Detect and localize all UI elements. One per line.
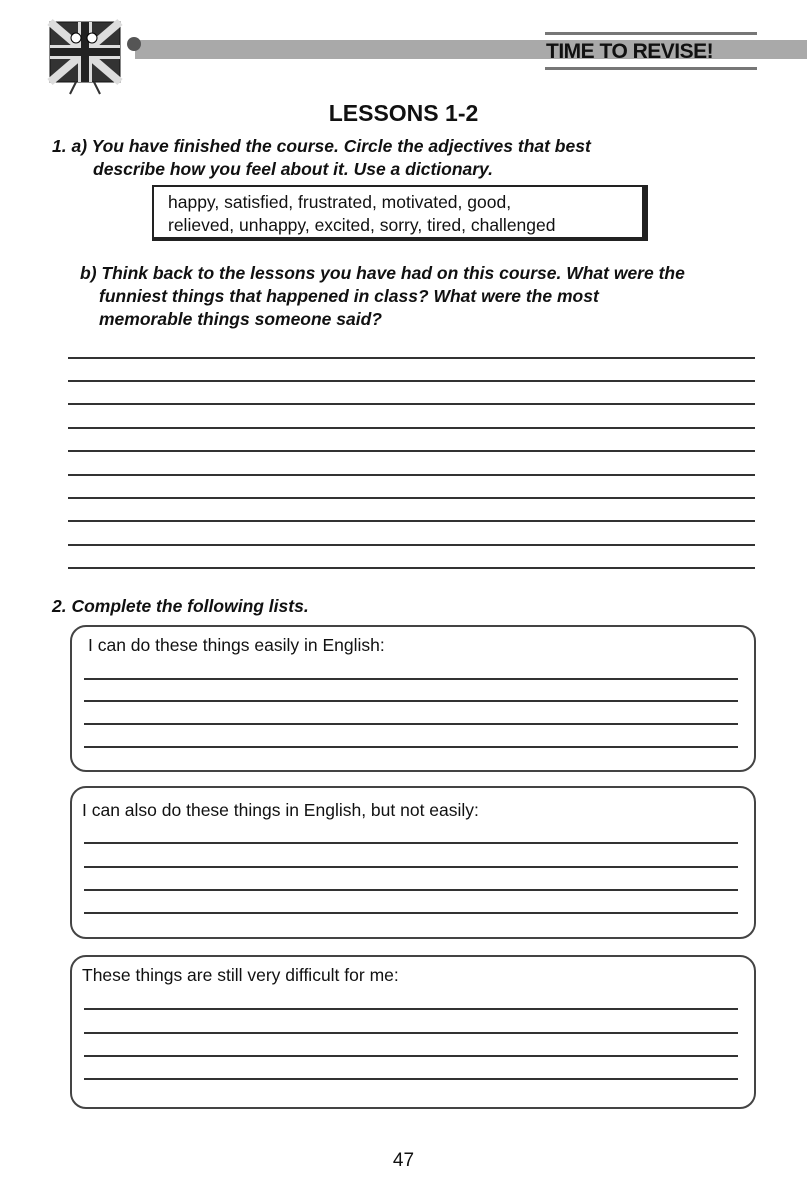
list-answer-line[interactable] [84,1078,738,1080]
header-rule-bottom [545,67,757,70]
list-box-not-easy-label: I can also do these things in English, but not easily: [82,800,479,820]
answer-line[interactable] [68,450,755,452]
answer-line[interactable] [68,474,755,476]
answer-line[interactable] [68,357,755,359]
q1b-line1: b) Think back to the lessons you have had on this course. What were the [80,263,685,283]
answer-line[interactable] [68,567,755,569]
list-answer-line[interactable] [84,1055,738,1057]
q1a-line1: 1. a) You have finished the course. Circle the adjectives that best [52,136,591,156]
list-answer-line[interactable] [84,866,738,868]
q1b-line3: memorable things someone said? [99,309,382,329]
answer-line[interactable] [68,380,755,382]
q1a-line2: describe how you feel about it. Use a dictionary. [93,159,493,179]
q2-heading: 2. Complete the following lists. [52,596,309,616]
list-answer-line[interactable] [84,700,738,702]
page-title: LESSONS 1-2 [328,100,479,126]
list-answer-line[interactable] [84,912,738,914]
list-answer-line[interactable] [84,1008,738,1010]
list-answer-line[interactable] [84,723,738,725]
list-answer-line[interactable] [84,842,738,844]
adjectives-line2: relieved, unhappy, excited, sorry, tired, challenged [168,215,556,235]
header-rule-top [545,32,757,35]
list-box-easy-label: I can do these things easily in English: [88,635,385,655]
adjectives-line1: happy, satisfied, frustrated, motivated, good, [168,192,512,212]
section-banner: TIME TO REVISE! [546,40,714,63]
q1b-line2: funniest things that happened in class? What were the most [99,286,599,306]
list-answer-line[interactable] [84,889,738,891]
list-answer-line[interactable] [84,678,738,680]
answer-line[interactable] [68,427,755,429]
adjective-box [152,185,648,241]
list-box-difficult-label: These things are still very difficult for me: [82,965,399,985]
list-answer-line[interactable] [84,1032,738,1034]
page-number: 47 [392,1150,415,1171]
union-jack-mascot-icon [46,16,146,96]
list-answer-line[interactable] [84,746,738,748]
answer-line[interactable] [68,520,755,522]
answer-line[interactable] [68,544,755,546]
answer-line[interactable] [68,497,755,499]
answer-line[interactable] [68,403,755,405]
